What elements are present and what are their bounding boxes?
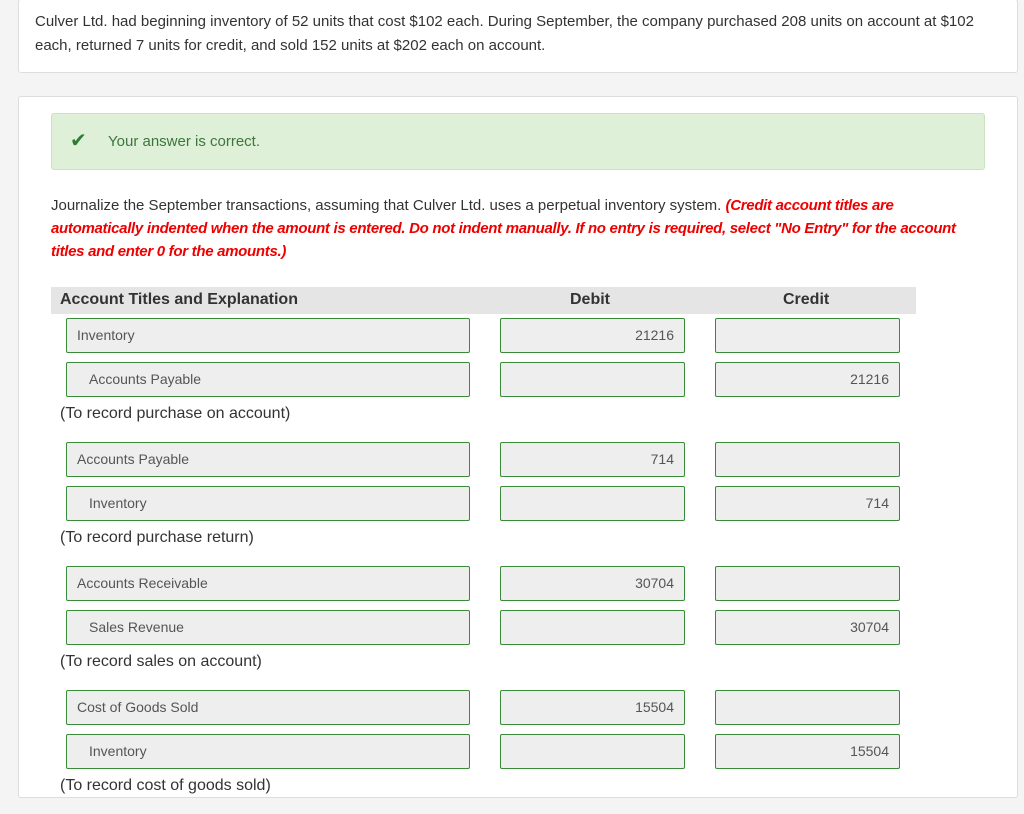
credit-field[interactable]: 714: [715, 486, 900, 521]
journal-row: [66, 318, 906, 353]
checkmark-icon: ✔: [70, 130, 87, 152]
debit-field[interactable]: 15504: [500, 690, 685, 725]
account-title-field[interactable]: Inventory: [66, 734, 470, 769]
debit-field[interactable]: [500, 734, 685, 769]
table-header: [51, 287, 916, 314]
account-title-field[interactable]: Cost of Goods Sold: [66, 690, 470, 725]
debit-field[interactable]: 21216: [500, 318, 685, 353]
journal-row: [66, 362, 906, 397]
account-title-field[interactable]: Inventory: [66, 318, 470, 353]
journal-entries: [60, 318, 906, 814]
entry-explanation: (To record cost of goods sold): [60, 777, 271, 794]
debit-field[interactable]: [500, 486, 685, 521]
credit-field[interactable]: [715, 690, 900, 725]
debit-field[interactable]: [500, 362, 685, 397]
account-title-field[interactable]: Accounts Receivable: [66, 566, 470, 601]
account-title-field[interactable]: Inventory: [66, 486, 470, 521]
answer-card: [18, 96, 1018, 798]
question-text: Culver Ltd. had beginning inventory of 52 units that cost $102 each. During September, the company purchased 208 units on account at $102 each, returned 7 units for credit, and sold 152 units at $202 each on account.: [35, 13, 974, 54]
entry-explanation: (To record purchase on account): [60, 405, 291, 422]
header-credit: Credit: [783, 291, 830, 308]
instructions: [51, 194, 971, 263]
header-account: Account Titles and Explanation: [60, 291, 298, 308]
journal-row: [66, 442, 906, 477]
debit-field[interactable]: 30704: [500, 566, 685, 601]
account-title-field[interactable]: Accounts Payable: [66, 362, 470, 397]
journal-row: [66, 486, 906, 521]
account-title-field[interactable]: Accounts Payable: [66, 442, 470, 477]
question-card: [18, 0, 1018, 73]
credit-field[interactable]: 21216: [715, 362, 900, 397]
credit-field[interactable]: [715, 442, 900, 477]
debit-field[interactable]: 714: [500, 442, 685, 477]
instruction-text: Journalize the September transactions, assuming that Culver Ltd. uses a perpetual inventory system.: [51, 197, 726, 214]
entry-explanation: (To record sales on account): [60, 653, 262, 670]
journal-row: [66, 690, 906, 725]
correct-answer-banner: [51, 113, 985, 170]
credit-field[interactable]: 30704: [715, 610, 900, 645]
debit-field[interactable]: [500, 610, 685, 645]
journal-row: [66, 734, 906, 769]
journal-row: [66, 566, 906, 601]
instruction-note: (Credit account titles are automatically indented when the amount is entered. Do not indent manually. If no entry is required, select "No Entry" for the account titles and enter 0 for the amounts.): [51, 197, 956, 260]
feedback-text: Your answer is correct.: [108, 133, 261, 150]
credit-field[interactable]: 15504: [715, 734, 900, 769]
journal-row: [66, 610, 906, 645]
credit-field[interactable]: [715, 318, 900, 353]
credit-field[interactable]: [715, 566, 900, 601]
header-debit: Debit: [570, 291, 610, 308]
entry-explanation: (To record purchase return): [60, 529, 254, 546]
account-title-field[interactable]: Sales Revenue: [66, 610, 470, 645]
